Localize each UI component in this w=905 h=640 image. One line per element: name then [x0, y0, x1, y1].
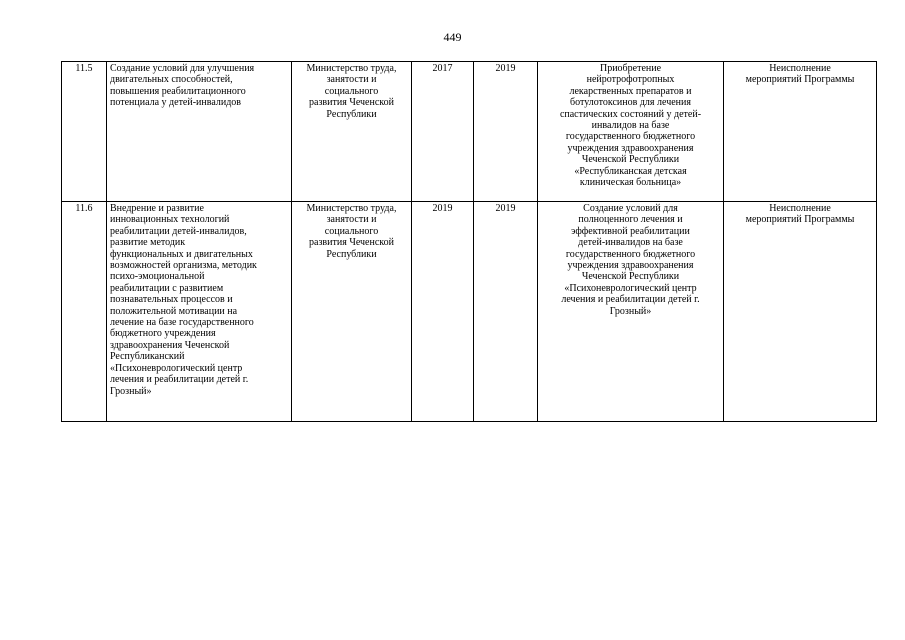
consequence-cell: Неисполнение мероприятий Программы: [724, 62, 877, 202]
row-number-cell: 11.5: [62, 62, 107, 202]
table-row: [62, 62, 877, 202]
activity-name-cell: Внедрение и развитие инновационных технологий реабилитации детей-инвалидов, развитие методик функциональных и двигательных возможностей организма, методик психо-эмоциональной реабилитации с развитием познавательных процессов и положительной мотивации на лечение на базе государственного бюджетного учреждения здравоохранения Чеченской Республиканский «Психоневрологический центр лечения и реабилитации детей г. Грозный»: [107, 202, 292, 422]
end-year-cell: 2019: [474, 62, 538, 202]
row-number-cell: 11.6: [62, 202, 107, 422]
expected-result-cell: Создание условий для полноценного лечения и эффективной реабилитации детей-инвалидов на базе государственного бюджетного учреждения здравоохранения Чеченской Республики «Психоневрологический центр лечения и реабилитации детей г. Грозный»: [538, 202, 724, 422]
table-row: [62, 202, 877, 422]
activity-name-cell: Создание условий для улучшения двигательных способностей, повышения реабилитационного потенциала у детей-инвалидов: [107, 62, 292, 202]
end-year-cell: 2019: [474, 202, 538, 422]
consequence-cell: Неисполнение мероприятий Программы: [724, 202, 877, 422]
expected-result-cell: Приобретение нейротрофотропных лекарственных препаратов и ботулотоксинов для лечения спастических состояний у детей- инвалидов на базе государственного бюджетного учреждения здравоохранения Чеченской Республики «Республиканская детская клиническая больница»: [538, 62, 724, 202]
executor-cell: Министерство труда, занятости и социального развития Чеченской Республики: [292, 62, 412, 202]
start-year-cell: 2019: [412, 202, 474, 422]
program-activities-table: [61, 61, 877, 422]
page-number: 449: [443, 30, 462, 44]
start-year-cell: 2017: [412, 62, 474, 202]
executor-cell: Министерство труда, занятости и социального развития Чеченской Республики: [292, 202, 412, 422]
